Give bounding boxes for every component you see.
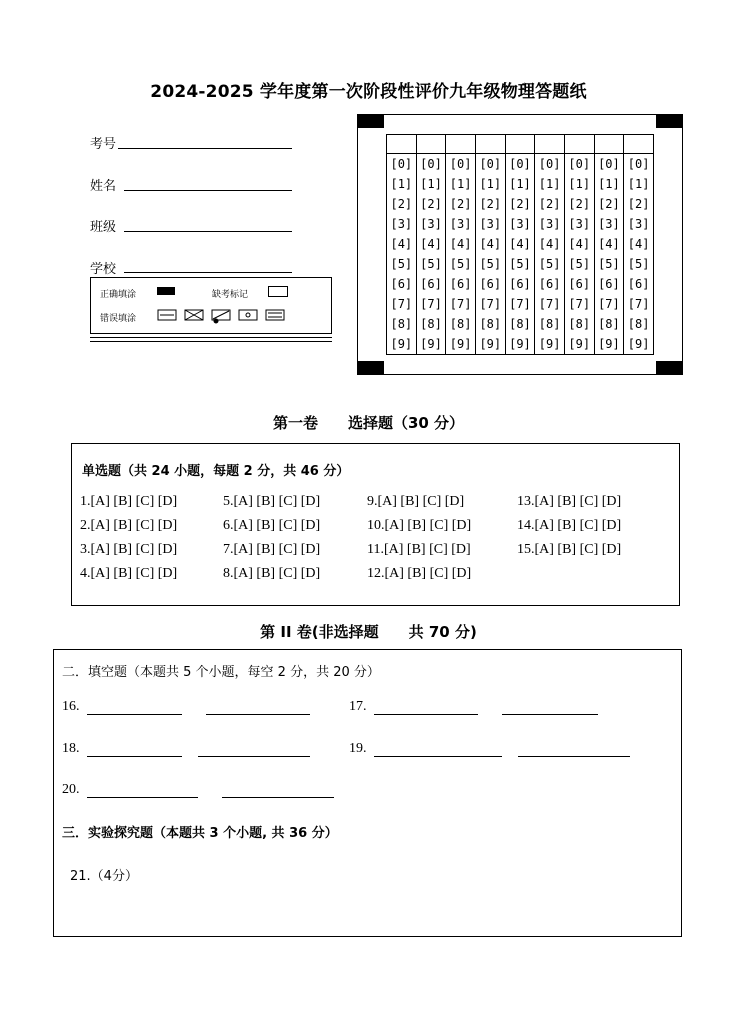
grid-digit-bubble[interactable]: [6] xyxy=(446,274,476,294)
grid-digit-bubble[interactable]: [7] xyxy=(564,294,594,314)
grid-digit-bubble[interactable]: [5] xyxy=(446,254,476,274)
grid-digit-bubble[interactable]: [9] xyxy=(416,334,446,355)
choice-question-13[interactable]: 4.[A] [B] [C] [D] xyxy=(80,566,178,581)
grid-digit-bubble[interactable]: [1] xyxy=(535,174,565,194)
q16-blank-2[interactable] xyxy=(206,700,310,715)
grid-digit-bubble[interactable]: [7] xyxy=(446,294,476,314)
grid-digit-bubble[interactable]: [3] xyxy=(564,214,594,234)
choice-question-8[interactable]: 14.[A] [B] [C] [D] xyxy=(517,518,622,533)
grid-digit-row xyxy=(387,234,654,254)
grid-digit-write-cell[interactable] xyxy=(446,135,476,154)
grid-digit-bubble[interactable]: [0] xyxy=(387,154,417,175)
grid-digit-bubble[interactable]: [6] xyxy=(594,274,624,294)
wrong-fill-examples xyxy=(156,308,296,324)
grid-digit-bubble[interactable]: [5] xyxy=(535,254,565,274)
corner-marker xyxy=(656,115,682,128)
grid-digit-bubble[interactable]: [3] xyxy=(387,214,417,234)
grid-digit-write-cell[interactable] xyxy=(594,135,624,154)
grid-digit-bubble[interactable]: [9] xyxy=(505,334,535,355)
q17-blank-1[interactable] xyxy=(374,700,478,715)
grid-digit-bubble[interactable]: [3] xyxy=(505,214,535,234)
grid-digit-bubble[interactable]: [4] xyxy=(624,234,654,254)
grid-digit-write-cell[interactable] xyxy=(564,135,594,154)
grid-digit-bubble[interactable]: [1] xyxy=(475,174,505,194)
choice-question-2[interactable]: 5.[A] [B] [C] [D] xyxy=(223,494,321,509)
grid-digit-bubble[interactable]: [5] xyxy=(416,254,446,274)
divider xyxy=(90,341,332,342)
grid-digit-bubble[interactable]: [4] xyxy=(564,234,594,254)
grid-digit-bubble[interactable]: [7] xyxy=(535,294,565,314)
choice-question-10[interactable]: 7.[A] [B] [C] [D] xyxy=(223,542,321,557)
choice-question-6[interactable]: 6.[A] [B] [C] [D] xyxy=(223,518,321,533)
q19-label: 19. xyxy=(349,741,367,756)
grid-digit-bubble[interactable]: [2] xyxy=(416,194,446,214)
school-label: 学校 xyxy=(90,262,117,277)
grid-digit-bubble[interactable]: [1] xyxy=(564,174,594,194)
choice-question-9[interactable]: 3.[A] [B] [C] [D] xyxy=(80,542,178,557)
grid-digit-bubble[interactable]: [8] xyxy=(416,314,446,334)
grid-digit-write-cell[interactable] xyxy=(505,135,535,154)
grid-digit-bubble[interactable]: [8] xyxy=(535,314,565,334)
grid-digit-bubble[interactable]: [9] xyxy=(535,334,565,355)
grid-digit-bubble[interactable]: [8] xyxy=(475,314,505,334)
grid-digit-bubble[interactable]: [3] xyxy=(624,214,654,234)
grid-digit-bubble[interactable]: [1] xyxy=(387,174,417,194)
class-field[interactable] xyxy=(124,217,292,232)
choice-question-14[interactable]: 8.[A] [B] [C] [D] xyxy=(223,566,321,581)
q20-label: 20. xyxy=(62,782,80,797)
grid-digit-row xyxy=(387,274,654,294)
grid-digit-bubble[interactable]: [0] xyxy=(475,154,505,175)
grid-digit-bubble[interactable]: [7] xyxy=(624,294,654,314)
grid-digit-bubble[interactable]: [8] xyxy=(505,314,535,334)
q18-label: 18. xyxy=(62,741,80,756)
grid-digit-bubble[interactable]: [9] xyxy=(475,334,505,355)
choice-question-1[interactable]: 1.[A] [B] [C] [D] xyxy=(80,494,178,509)
fill-blank-header: 二．填空题（本题共 5 个小题，每空 2 分，共 20 分） xyxy=(62,665,380,680)
grid-digit-row xyxy=(387,254,654,274)
grid-digit-bubble[interactable]: [2] xyxy=(624,194,654,214)
q21-label: 21.（4分） xyxy=(70,869,138,884)
grid-digit-bubble[interactable]: [5] xyxy=(387,254,417,274)
grid-digit-bubble[interactable]: [2] xyxy=(505,194,535,214)
grid-digit-row xyxy=(387,314,654,334)
grid-digit-bubble[interactable]: [0] xyxy=(624,154,654,175)
grid-digit-bubble[interactable]: [3] xyxy=(446,214,476,234)
single-choice-header: 单选题（共 24 小题，每题 2 分，共 46 分） xyxy=(82,464,350,479)
exam-no-field[interactable] xyxy=(118,134,292,149)
grid-digit-bubble[interactable]: [8] xyxy=(387,314,417,334)
grid-digit-bubble[interactable]: [1] xyxy=(416,174,446,194)
class-label: 班级 xyxy=(90,220,117,235)
grid-digit-bubble[interactable]: [6] xyxy=(416,274,446,294)
grid-digit-bubble[interactable]: [2] xyxy=(535,194,565,214)
q19-blank-1[interactable] xyxy=(374,742,502,757)
experiment-header: 三．实验探究题（本题共 3 个小题, 共 36 分） xyxy=(62,826,338,841)
grid-digit-bubble[interactable]: [0] xyxy=(446,154,476,175)
exam-no-label: 考号 xyxy=(90,137,117,152)
grid-digit-bubble[interactable]: [6] xyxy=(535,274,565,294)
q16-blank-1[interactable] xyxy=(87,700,182,715)
q20-blank-1[interactable] xyxy=(87,783,198,798)
grid-digit-bubble[interactable]: [6] xyxy=(387,274,417,294)
grid-digit-bubble[interactable]: [7] xyxy=(475,294,505,314)
grid-digit-row xyxy=(387,154,654,175)
grid-digit-bubble[interactable]: [3] xyxy=(535,214,565,234)
grid-digit-bubble[interactable]: [4] xyxy=(446,234,476,254)
grid-digit-bubble[interactable]: [2] xyxy=(387,194,417,214)
grid-digit-bubble[interactable]: [8] xyxy=(446,314,476,334)
corner-marker xyxy=(358,115,384,128)
grid-digit-bubble[interactable]: [5] xyxy=(564,254,594,274)
divider xyxy=(90,337,332,338)
grid-digit-bubble[interactable]: [6] xyxy=(624,274,654,294)
grid-digit-bubble[interactable]: [3] xyxy=(416,214,446,234)
grid-digit-bubble[interactable]: [9] xyxy=(594,334,624,355)
grid-digit-bubble[interactable]: [1] xyxy=(446,174,476,194)
grid-digit-bubble[interactable]: [7] xyxy=(387,294,417,314)
grid-digit-row xyxy=(387,334,654,355)
grid-digit-row xyxy=(387,214,654,234)
grid-digit-bubble[interactable]: [3] xyxy=(594,214,624,234)
grid-digit-bubble[interactable]: [9] xyxy=(446,334,476,355)
choice-question-4[interactable]: 13.[A] [B] [C] [D] xyxy=(517,494,622,509)
grid-digit-bubble[interactable]: [0] xyxy=(594,154,624,175)
grid-digit-bubble[interactable]: [0] xyxy=(416,154,446,175)
grid-digit-bubble[interactable]: [0] xyxy=(535,154,565,175)
grid-digit-bubble[interactable]: [7] xyxy=(505,294,535,314)
absent-mark-box[interactable] xyxy=(268,286,288,297)
q17-label: 17. xyxy=(349,699,367,714)
grid-digit-row xyxy=(387,194,654,214)
grid-digit-row xyxy=(387,294,654,314)
corner-marker xyxy=(656,361,682,374)
exam-number-bubble-grid xyxy=(386,134,654,355)
grid-digit-bubble[interactable]: [6] xyxy=(505,274,535,294)
part2-title: 第 II 卷(非选择题 共 70 分) xyxy=(260,623,477,641)
grid-digit-bubble[interactable]: [4] xyxy=(594,234,624,254)
q20-blank-2[interactable] xyxy=(222,783,334,798)
grid-digit-bubble[interactable]: [4] xyxy=(475,234,505,254)
grid-digit-bubble[interactable]: [7] xyxy=(594,294,624,314)
grid-digit-bubble[interactable]: [9] xyxy=(564,334,594,355)
correct-fill-label: 正确填涂 xyxy=(100,290,137,300)
grid-digit-bubble[interactable]: [8] xyxy=(594,314,624,334)
grid-digit-bubble[interactable]: [5] xyxy=(475,254,505,274)
choice-question-15[interactable]: 12.[A] [B] [C] [D] xyxy=(367,566,472,581)
grid-digit-bubble[interactable]: [9] xyxy=(624,334,654,355)
grid-digit-bubble[interactable]: [6] xyxy=(564,274,594,294)
grid-digit-bubble[interactable]: [5] xyxy=(505,254,535,274)
grid-digit-bubble[interactable]: [6] xyxy=(475,274,505,294)
name-field[interactable] xyxy=(124,176,292,191)
grid-digit-bubble[interactable]: [2] xyxy=(594,194,624,214)
grid-digit-bubble[interactable]: [5] xyxy=(594,254,624,274)
grid-digit-bubble[interactable]: [3] xyxy=(475,214,505,234)
grid-digit-write-cell[interactable] xyxy=(475,135,505,154)
q16-label: 16. xyxy=(62,699,80,714)
school-field[interactable] xyxy=(124,258,292,273)
q17-blank-2[interactable] xyxy=(502,700,598,715)
grid-digit-write-cell[interactable] xyxy=(535,135,565,154)
grid-digit-bubble[interactable]: [1] xyxy=(505,174,535,194)
grid-digit-write-cell[interactable] xyxy=(624,135,654,154)
grid-digit-bubble[interactable]: [7] xyxy=(416,294,446,314)
grid-digit-bubble[interactable]: [4] xyxy=(505,234,535,254)
grid-digit-bubble[interactable]: [4] xyxy=(416,234,446,254)
grid-digit-bubble[interactable]: [9] xyxy=(387,334,417,355)
grid-digit-bubble[interactable]: [1] xyxy=(624,174,654,194)
fill-legend xyxy=(90,277,332,334)
part1-title: 第一卷 选择题（30 分） xyxy=(272,414,465,432)
grid-digit-bubble[interactable]: [5] xyxy=(624,254,654,274)
name-label: 姓名 xyxy=(90,179,117,194)
grid-digit-bubble[interactable]: [0] xyxy=(505,154,535,175)
grid-digit-bubble[interactable]: [4] xyxy=(535,234,565,254)
grid-digit-row xyxy=(387,174,654,194)
choice-question-12[interactable]: 15.[A] [B] [C] [D] xyxy=(517,542,622,557)
grid-digit-bubble[interactable]: [8] xyxy=(564,314,594,334)
grid-digit-bubble[interactable]: [2] xyxy=(446,194,476,214)
correct-fill-mark xyxy=(157,287,175,295)
grid-digit-write-cell[interactable] xyxy=(387,135,417,154)
q19-blank-2[interactable] xyxy=(518,742,630,757)
grid-digit-bubble[interactable]: [4] xyxy=(387,234,417,254)
corner-marker xyxy=(358,361,384,374)
choice-question-3[interactable]: 9.[A] [B] [C] [D] xyxy=(367,494,465,509)
grid-digit-bubble[interactable]: [0] xyxy=(564,154,594,175)
grid-digit-bubble[interactable]: [2] xyxy=(564,194,594,214)
grid-digit-bubble[interactable]: [8] xyxy=(624,314,654,334)
choice-question-5[interactable]: 2.[A] [B] [C] [D] xyxy=(80,518,178,533)
grid-digit-bubble[interactable]: [1] xyxy=(594,174,624,194)
page-title: 2024-2025 学年度第一次阶段性评价九年级物理答题纸 xyxy=(150,82,587,102)
choice-question-11[interactable]: 11.[A] [B] [C] [D] xyxy=(367,542,471,557)
absent-mark-label: 缺考标记 xyxy=(212,290,249,300)
grid-header-row xyxy=(387,135,654,154)
q18-blank-2[interactable] xyxy=(198,742,310,757)
q18-blank-1[interactable] xyxy=(87,742,182,757)
grid-digit-write-cell[interactable] xyxy=(416,135,446,154)
grid-digit-bubble[interactable]: [2] xyxy=(475,194,505,214)
choice-question-7[interactable]: 10.[A] [B] [C] [D] xyxy=(367,518,472,533)
wrong-fill-label: 错误填涂 xyxy=(100,314,137,324)
